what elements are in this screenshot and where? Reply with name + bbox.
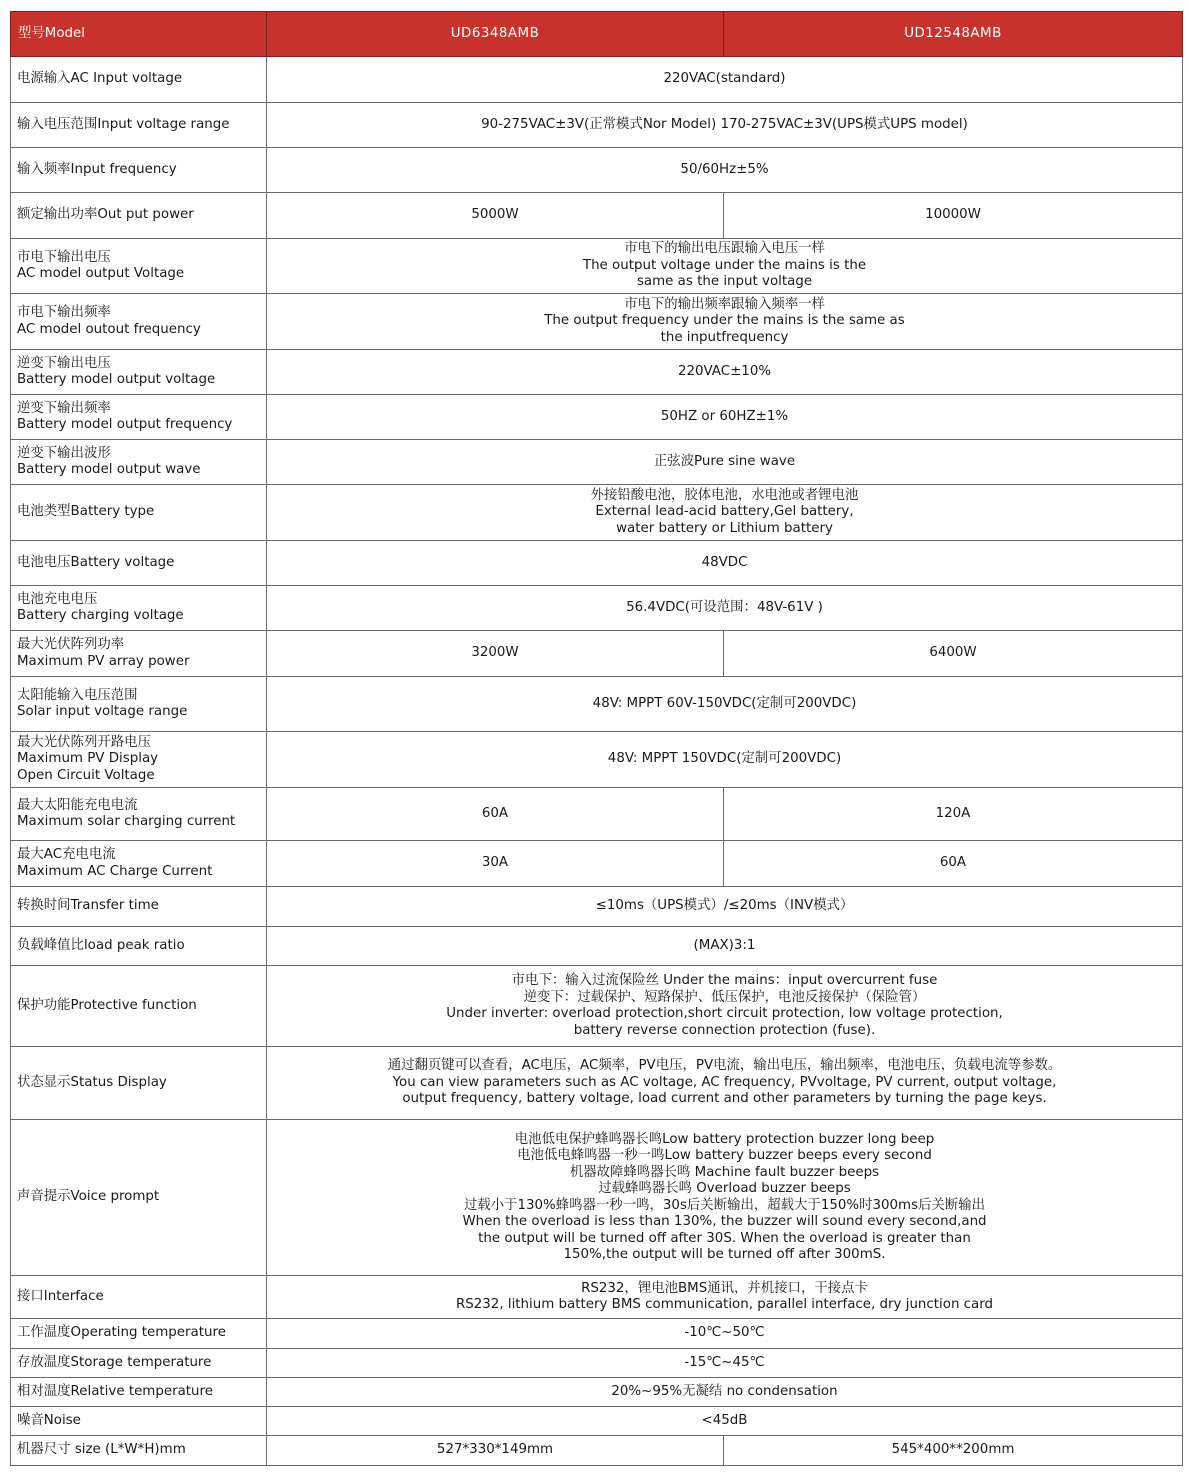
row-label-line: 逆变下输出频率 xyxy=(17,400,111,416)
row-value-line: same as the input voltage xyxy=(636,274,813,290)
row-label xyxy=(11,966,267,1047)
row-label-line: 电源输入AC Input voltage xyxy=(17,71,183,87)
table-row xyxy=(11,732,1183,788)
row-value-line: RS232，锂电池BMS通讯，并机接口，干接点卡 xyxy=(581,1280,868,1296)
row-label xyxy=(11,841,267,887)
row-value-line: 60A xyxy=(939,855,967,871)
row-label xyxy=(11,631,267,677)
row-value-line: 60A xyxy=(481,805,509,821)
row-value xyxy=(267,887,1183,927)
row-value xyxy=(267,966,1183,1047)
row-label xyxy=(11,103,267,148)
row-value-line: 电池低电保护蜂鸣器长鸣Low battery protection buzzer long beep xyxy=(514,1131,935,1147)
row-value-line: 48V: MPPT 150VDC(定制可200VDC) xyxy=(607,751,842,767)
row-label xyxy=(11,440,267,485)
row-label-line: 市电下输出电压 xyxy=(17,249,111,265)
table-row xyxy=(11,395,1183,440)
row-value-model-a xyxy=(267,193,724,239)
row-value-model-a xyxy=(267,1436,724,1466)
row-label-line: Open Circuit Voltage xyxy=(17,767,155,783)
row-value-line: The output voltage under the mains is the xyxy=(582,257,867,273)
row-label-line: 逆变下输出波形 xyxy=(17,445,111,461)
row-label xyxy=(11,541,267,586)
row-value xyxy=(267,485,1183,541)
row-value-line: 外接铅酸电池，胶体电池，水电池或者锂电池 xyxy=(590,487,859,503)
row-label-line: AC model outout frequency xyxy=(17,321,201,337)
table-row xyxy=(11,1349,1183,1378)
table-row xyxy=(11,1319,1183,1349)
row-value xyxy=(267,395,1183,440)
row-value-line: the inputfrequency xyxy=(660,329,789,345)
table-row xyxy=(11,1378,1183,1407)
row-label xyxy=(11,239,267,294)
row-value-line: 正弦波Pure sine wave xyxy=(653,453,796,469)
row-value-line: 20%~95%无凝结 no condensation xyxy=(611,1383,838,1399)
row-value xyxy=(267,1120,1183,1276)
table-header xyxy=(11,12,1183,57)
header-model-label: 型号Model xyxy=(11,12,267,57)
row-label-line: 状态显示Status Display xyxy=(17,1074,167,1090)
row-label-line: 转换时间Transfer time xyxy=(17,898,159,914)
row-value-line: water battery or Lithium battery xyxy=(616,520,833,536)
row-value-model-a xyxy=(267,841,724,887)
row-value-line: 220VAC(standard) xyxy=(663,71,786,87)
row-value xyxy=(267,1319,1183,1349)
row-value-model-a xyxy=(267,631,724,677)
row-value-line: 市电下：输入过流保险丝 Under the mains：input overcurrent fuse xyxy=(511,973,938,988)
row-label xyxy=(11,294,267,350)
row-value-line: 5000W xyxy=(471,207,519,223)
row-label xyxy=(11,485,267,541)
row-value xyxy=(267,440,1183,485)
row-value xyxy=(267,732,1183,788)
row-label-line: AC model output Voltage xyxy=(17,266,185,281)
table-row xyxy=(11,103,1183,148)
row-value xyxy=(267,239,1183,294)
table-row xyxy=(11,966,1183,1047)
row-label-line: 存放温度Storage temperature xyxy=(17,1354,212,1370)
row-value-line: 545*400**200mm xyxy=(891,1442,1015,1458)
row-value-line: -10℃~50℃ xyxy=(684,1325,765,1341)
row-label xyxy=(11,1276,267,1319)
header-row xyxy=(11,12,1183,57)
row-label-line: 市电下输出频率 xyxy=(17,305,111,320)
row-label-line: 噪音Noise xyxy=(17,1412,81,1428)
row-value-line: 48VDC xyxy=(701,554,748,570)
table-row xyxy=(11,788,1183,841)
table-row xyxy=(11,148,1183,193)
row-value-model-b xyxy=(724,193,1183,239)
row-label-line: Maximum PV Display xyxy=(17,751,159,767)
table-row xyxy=(11,440,1183,485)
row-value xyxy=(267,586,1183,631)
row-value-line: 机器故障蜂鸣器长鸣 Machine fault buzzer beeps xyxy=(569,1164,880,1180)
row-value-line: 市电下的输出电压跟输入电压一样 xyxy=(624,241,825,257)
row-value xyxy=(267,57,1183,103)
row-value-line: 过载小于130%蜂鸣器一秒一鸣，30s后关断输出，超载大于150%时300ms后关断输出 xyxy=(463,1197,986,1213)
row-value-model-b xyxy=(724,841,1183,887)
row-value-line: 30A xyxy=(481,855,509,871)
table-row xyxy=(11,927,1183,966)
table-row xyxy=(11,350,1183,395)
row-value xyxy=(267,294,1183,350)
row-value-line: 6400W xyxy=(929,645,977,661)
table-row xyxy=(11,57,1183,103)
row-value-line: You can view parameters such as AC voltage, AC frequency, PVvoltage, PV current, output voltage, xyxy=(392,1074,1057,1090)
spec-table xyxy=(10,11,1183,1466)
table-row xyxy=(11,1276,1183,1319)
row-label-line: Battery charging voltage xyxy=(17,608,184,623)
row-label-line: 最大AC充电电流 xyxy=(17,847,116,862)
row-value-line: ≤10ms（UPS模式）/≤20ms（INV模式） xyxy=(595,898,854,914)
row-label xyxy=(11,350,267,395)
header-model-b: UD12548AMB xyxy=(724,12,1183,57)
row-value-line: battery reverse connection protection (fuse). xyxy=(573,1022,876,1038)
table-row xyxy=(11,1436,1183,1466)
row-value xyxy=(267,927,1183,966)
table-row xyxy=(11,841,1183,887)
table-row xyxy=(11,294,1183,350)
row-value-line: 市电下的输出频率跟输入频率一样 xyxy=(624,296,825,312)
row-label-line: 输入电压范围Input voltage range xyxy=(17,116,230,132)
row-value xyxy=(267,148,1183,193)
table-row xyxy=(11,1407,1183,1436)
row-label xyxy=(11,1319,267,1349)
row-label-line: 机器尺寸 size (L*W*H)mm xyxy=(17,1442,186,1458)
row-value xyxy=(267,1276,1183,1319)
row-value xyxy=(267,541,1183,586)
row-label xyxy=(11,148,267,193)
row-label-line: 电池类型Battery type xyxy=(17,504,155,520)
row-value-line: 120A xyxy=(935,805,971,821)
row-label xyxy=(11,1047,267,1120)
row-value-line: 150%,the output will be turned off after 300mS. xyxy=(563,1247,886,1262)
row-label xyxy=(11,193,267,239)
row-label-line: Maximum solar charging current xyxy=(17,814,236,829)
row-value-line: 90-275VAC±3V(正常模式Nor Model) 170-275VAC±3V(UPS模式UPS model) xyxy=(481,116,968,132)
table-row xyxy=(11,541,1183,586)
row-value-model-b xyxy=(724,1436,1183,1466)
row-label-line: 声音提示Voice prompt xyxy=(17,1189,160,1205)
row-value-model-b xyxy=(724,788,1183,841)
row-label-line: 太阳能输入电压范围 xyxy=(17,687,138,703)
row-value xyxy=(267,350,1183,395)
table-row xyxy=(11,586,1183,631)
row-value xyxy=(267,1378,1183,1407)
row-value-line: When the overload is less than 130%, the buzzer will sound every second,and xyxy=(462,1214,987,1229)
row-value-line: -15℃~45℃ xyxy=(684,1354,765,1370)
row-value-line: output frequency, battery voltage, load current and other parameters by turning the page keys. xyxy=(402,1091,1047,1107)
row-label xyxy=(11,788,267,841)
row-value-line: 50HZ or 60HZ±1% xyxy=(660,408,789,424)
row-value-line: 3200W xyxy=(471,645,519,661)
table-row xyxy=(11,1120,1183,1276)
row-value-line: 50/60Hz±5% xyxy=(680,161,769,177)
row-label-line: 负载峰值比load peak ratio xyxy=(17,937,185,953)
table-body xyxy=(11,57,1183,1466)
row-label xyxy=(11,887,267,927)
row-value-line: (MAX)3:1 xyxy=(693,937,756,953)
row-label xyxy=(11,1407,267,1436)
row-value xyxy=(267,1407,1183,1436)
row-value-line: 527*330*149mm xyxy=(436,1442,554,1458)
row-label xyxy=(11,57,267,103)
row-value xyxy=(267,1349,1183,1378)
table-row xyxy=(11,887,1183,927)
row-label-line: 最大光伏陈列开路电压 xyxy=(17,734,151,750)
row-label xyxy=(11,1378,267,1407)
row-label-line: 相对温度Relative temperature xyxy=(17,1383,213,1399)
row-label-line: 电池电压Battery voltage xyxy=(17,554,175,570)
row-value xyxy=(267,103,1183,148)
row-label-line: Battery model output voltage xyxy=(17,372,216,387)
table-row xyxy=(11,485,1183,541)
row-label-line: Battery model output wave xyxy=(17,462,201,477)
header-model-a: UD6348AMB xyxy=(267,12,724,57)
row-label-line: 工作温度Operating temperature xyxy=(17,1325,226,1341)
row-label-line: 最大太阳能充电电流 xyxy=(17,797,138,813)
row-value-line: External lead-acid battery,Gel battery, xyxy=(595,504,854,520)
row-label-line: Battery model output frequency xyxy=(17,417,233,432)
row-value-line: <45dB xyxy=(701,1412,748,1428)
row-label-line: 输入频率Input frequency xyxy=(17,161,177,177)
table-row xyxy=(11,1047,1183,1120)
row-value-line: 220VAC±10% xyxy=(677,363,772,379)
row-value-line: 逆变下：过载保护、短路保护、低压保护，电池反接保护（保险管） xyxy=(523,989,926,1005)
row-label xyxy=(11,677,267,732)
row-label-line: Maximum AC Charge Current xyxy=(17,863,213,879)
row-label-line: 最大光伏阵列功率 xyxy=(17,637,125,652)
row-label-line: Solar input voltage range xyxy=(17,704,188,719)
row-value-line: the output will be turned off after 30S. When the overload is greater than xyxy=(478,1230,971,1246)
table-row xyxy=(11,239,1183,294)
row-value-line: Under inverter: overload protection,short circuit protection, low voltage protection, xyxy=(446,1006,1003,1021)
row-label xyxy=(11,395,267,440)
row-value-line: 通过翻页键可以查看，AC电压，AC频率，PV电压，PV电流，输出电压，输出频率，电池电压，负载电流等参数。 xyxy=(387,1058,1062,1074)
row-value-line: 48V: MPPT 60V-150VDC(定制可200VDC) xyxy=(592,695,857,711)
row-label xyxy=(11,1436,267,1466)
row-label xyxy=(11,732,267,788)
row-value-line: The output frequency under the mains is the same as xyxy=(544,313,905,329)
row-value xyxy=(267,1047,1183,1120)
row-label-line: 额定输出功率Out put power xyxy=(17,207,194,223)
row-label xyxy=(11,1120,267,1276)
row-value-line: 10000W xyxy=(925,207,981,223)
row-label-line: 电池充电电压 xyxy=(17,591,98,607)
row-label xyxy=(11,586,267,631)
row-value-model-a xyxy=(267,788,724,841)
table-row xyxy=(11,631,1183,677)
row-label-line: 接口Interface xyxy=(17,1288,104,1304)
table-row xyxy=(11,677,1183,732)
row-value-line: 56.4VDC(可设范围：48V-61V ) xyxy=(626,599,823,615)
row-label-line: 逆变下输出电压 xyxy=(17,355,111,371)
table-row xyxy=(11,193,1183,239)
row-label xyxy=(11,1349,267,1378)
row-label-line: 保护功能Protective function xyxy=(17,997,197,1013)
row-value-line: RS232, lithium battery BMS communication, parallel interface, dry junction card xyxy=(455,1297,994,1312)
row-value-line: 过载蜂鸣器长鸣 Overload buzzer beeps xyxy=(598,1181,851,1196)
row-label xyxy=(11,927,267,966)
row-value-model-b xyxy=(724,631,1183,677)
row-value xyxy=(267,677,1183,732)
row-value-line: 电池低电蜂鸣器一秒一鸣Low battery buzzer beeps every second xyxy=(517,1148,932,1163)
row-label-line: Maximum PV array power xyxy=(17,653,190,669)
